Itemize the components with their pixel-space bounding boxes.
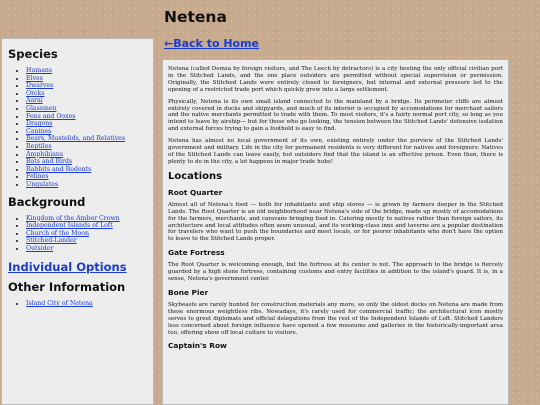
individual-options-link[interactable]: Individual Options (8, 260, 127, 275)
sidebar-link-canines[interactable]: • Canines (26, 128, 147, 136)
sidebar-link-amphibians[interactable]: • Amphibians (26, 151, 147, 159)
intro-section (168, 66, 503, 166)
intro-paragraph: Physically, Netena is its own small island connected to the mainland by a bridge. Its perimeter cliffs are almost entirely covered in docks and shipyards, and much of its interior is occupied by accomodations for merchant sailors and the native merchants permitted to trade with them. To most visitors, it's a fairly normal port city, so long as you intend to leave by airship— but for those who go looking, the tension between the Stitched Lands' defensive isolation and external forces trying to gain a foothold is easy to find. (168, 98, 503, 133)
intro-paragraph: Netena (called Demza by foreign visitors, and The Leech by detractors) is a city hosting the only official civilian port in the Stitched Lands, and the one place outsiders are permitted without special supervision or permission. Originally, the Stitched Lands were entirely closed to foreigners, but internal and external pressure led to the opening of a restricted trade port which quickly grew into a large settlement. (168, 66, 503, 93)
locations-heading: Locations (168, 170, 223, 182)
sidebar-link-dwarves[interactable]: • Dwarves (26, 82, 147, 90)
locations-section (168, 188, 503, 351)
other-list (8, 300, 147, 308)
sidebar-link-reptiles[interactable]: • Reptiles (26, 143, 147, 151)
sidebar-link-aarai[interactable]: • Aarai (26, 97, 147, 105)
sidebar-link-felines[interactable]: • Felines (26, 173, 147, 181)
location-description: The Root Quarter is welcoming enough, but the fortress at its center is not. The approach to the bridge is fiercely guarded by a high stone fortress, containing customs and entry facilities in addition to the island's guard. It is, in a sense, Netena's government center. (168, 262, 503, 283)
sidebar-link-humans[interactable]: • Humans (26, 67, 147, 75)
sidebar-link-bears-mustelids-and-relatives[interactable]: • Bears, Mustelids, and Relatives (26, 135, 147, 143)
species-heading: Species (8, 47, 58, 61)
sidebar-link-independent-islands-of-loft[interactable]: • Independent Islands of Loft (26, 222, 147, 230)
location-description: Skybeasts are rarely hunted for construction materials any more, so only the oldest docks on Netena are made from these enormous weightless ribs. Nowadays, it's rarely used for commercial traffic; the architectural icon mostly serves to greet diplomats and official delegations from the rest of the Independent Islands of Loft. Stitched Landers less concerned about foreign influence have opened a few museums and galleries in the historically-important area too, offering show off local culture to visitors. (168, 301, 503, 336)
background-list (8, 215, 147, 253)
location-heading-root-quarter: Root Quarter (168, 187, 223, 197)
back-to-home-link[interactable]: ←Back to Home (164, 37, 260, 50)
background-heading: Background (8, 194, 86, 209)
species-list (8, 67, 147, 189)
sidebar-link-rabbits-and-rodents[interactable]: • Rabbits and Rodents (26, 166, 147, 174)
sidebar-link-glassmen[interactable]: • Glassmen (26, 105, 147, 113)
sidebar-link-kingdom-of-the-amber-crown[interactable]: • Kingdom of the Amber Crown (26, 215, 147, 223)
sidebar-link-stitched-lander[interactable]: • Stitched-Lander (26, 237, 147, 245)
article-content (162, 59, 509, 405)
sidebar-link-ungulates[interactable]: • Ungulates (26, 181, 147, 189)
location-heading-gate-fortress: Gate Fortress (168, 248, 225, 258)
sidebar-link-bats-and-birds[interactable]: • Bats and Birds (26, 158, 147, 166)
page-title: Netena (164, 8, 227, 26)
location-heading-captain-s-row: Captain's Row (168, 341, 227, 351)
location-description: Almost all of Netena's food — both for inhabitants and ship stores — is grown by farmers deeper in the Stitched Lands. The Root Quarter is an old neighborhood near Netena's side of the bridge, made up mostly of accomodations for the farmers, merchants, and caravans bringing food in. Catering mostly to natives rather than foreign sailors, its architecture and local attitudes often seem unusual, and its working-class inns and taverns are a popular destination for travelers who want to push the boundaries and meet locals, or for poorer inhabitants who don't have the option to leave to the Stitched Lands proper. (168, 201, 503, 243)
intro-paragraph: Netena has almost no local government of its own, existing entirely under the purview of the Stitched Lands' government and military. Life in the city for permanent residents is very different for natives and foreigners: Natives of the Stitched Lands can leave easily, but outsiders find that the island is an effective prison. Even then, there is plenty to do in the city, a lot happens in major trade hubs! (168, 138, 503, 165)
sidebar-link-dragons[interactable]: • Dragons (26, 120, 147, 128)
sidebar-link-outsider[interactable]: • Outsider (26, 245, 147, 253)
sidebar-link-island-city-of-netena[interactable]: • Island City of Netena (26, 300, 147, 308)
sidebar (1, 38, 154, 405)
other-information-heading: Other Information (8, 280, 126, 295)
sidebar-link-church-of-the-moon[interactable]: • Church of the Moon (26, 230, 147, 238)
sidebar-link-fens-and-ooxes[interactable]: • Fens and Ooxes (26, 113, 147, 121)
location-heading-bone-pier: Bone Pier (168, 287, 209, 297)
sidebar-link-elves[interactable]: • Elves (26, 75, 147, 83)
sidebar-link-orcks[interactable]: • Orcks (26, 90, 147, 98)
